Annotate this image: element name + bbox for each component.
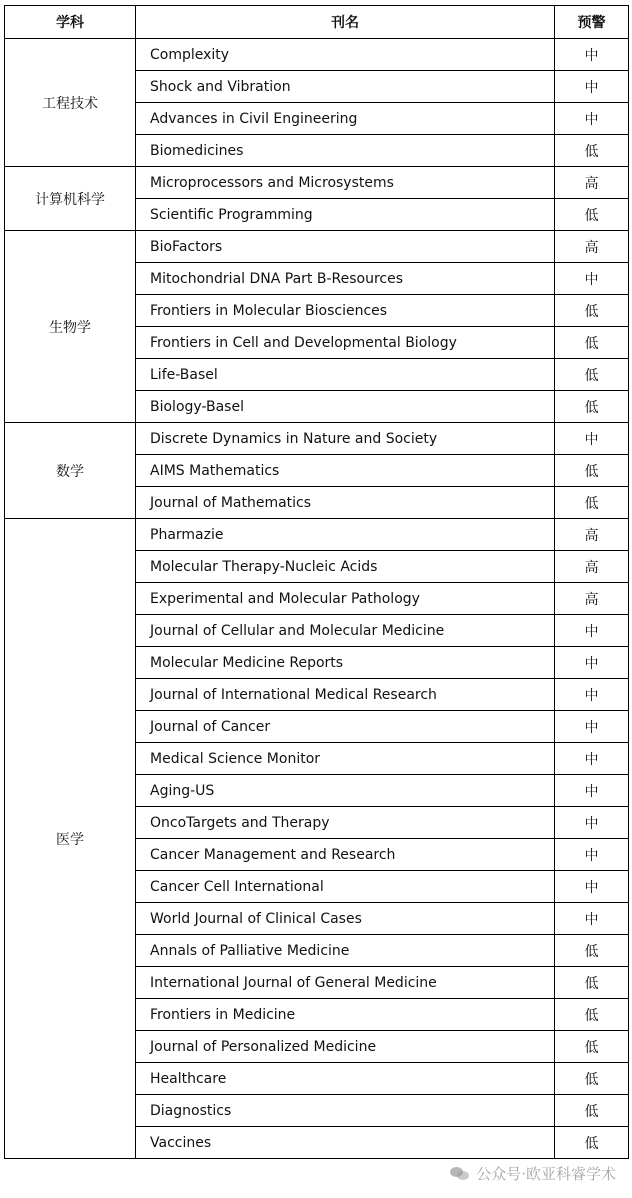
table-row — [5, 167, 629, 199]
journal-name-cell: Journal of International Medical Research — [136, 679, 555, 711]
journal-name-cell: Healthcare — [136, 1063, 555, 1095]
table-row — [5, 519, 629, 551]
journal-name-cell: Molecular Therapy-Nucleic Acids — [136, 551, 555, 583]
warning-level-cell: 低 — [555, 199, 629, 231]
warning-level-cell: 低 — [555, 999, 629, 1031]
journal-name-cell: Cancer Cell International — [136, 871, 555, 903]
warning-level-cell: 高 — [555, 167, 629, 199]
watermark — [450, 1163, 616, 1184]
header-row — [5, 6, 629, 39]
journal-name-cell: Shock and Vibration — [136, 71, 555, 103]
journal-name-cell: Journal of Cancer — [136, 711, 555, 743]
warning-level-cell: 低 — [555, 487, 629, 519]
journal-name-cell: Biomedicines — [136, 135, 555, 167]
warning-level-cell: 中 — [555, 679, 629, 711]
journal-name-cell: Annals of Palliative Medicine — [136, 935, 555, 967]
warning-level-cell: 低 — [555, 1031, 629, 1063]
warning-level-cell: 中 — [555, 103, 629, 135]
header-warning: 预警 — [555, 6, 629, 39]
warning-level-cell: 中 — [555, 743, 629, 775]
journal-name-cell: Life-Basel — [136, 359, 555, 391]
table-row — [5, 39, 629, 71]
journal-name-cell: Frontiers in Medicine — [136, 999, 555, 1031]
warning-level-cell: 低 — [555, 135, 629, 167]
watermark-text: 公众号·欧亚科睿学术 — [476, 1165, 616, 1183]
warning-level-cell: 低 — [555, 391, 629, 423]
journal-name-cell: Frontiers in Molecular Biosciences — [136, 295, 555, 327]
journal-name-cell: Aging-US — [136, 775, 555, 807]
subject-cell: 工程技术 — [5, 39, 136, 167]
warning-level-cell: 高 — [555, 583, 629, 615]
subject-cell: 生物学 — [5, 231, 136, 423]
warning-level-cell: 中 — [555, 903, 629, 935]
table-row — [5, 231, 629, 263]
warning-level-cell: 中 — [555, 711, 629, 743]
journal-name-cell: AIMS Mathematics — [136, 455, 555, 487]
journal-name-cell: International Journal of General Medicine — [136, 967, 555, 999]
journal-name-cell: Pharmazie — [136, 519, 555, 551]
warning-level-cell: 低 — [555, 967, 629, 999]
subject-cell: 数学 — [5, 423, 136, 519]
journal-name-cell: Journal of Mathematics — [136, 487, 555, 519]
warning-level-cell: 中 — [555, 871, 629, 903]
journal-name-cell: Biology-Basel — [136, 391, 555, 423]
warning-level-cell: 高 — [555, 551, 629, 583]
journal-name-cell: Microprocessors and Microsystems — [136, 167, 555, 199]
subject-cell: 计算机科学 — [5, 167, 136, 231]
warning-level-cell: 中 — [555, 807, 629, 839]
warning-level-cell: 中 — [555, 39, 629, 71]
warning-level-cell: 低 — [555, 1095, 629, 1127]
warning-level-cell: 中 — [555, 71, 629, 103]
journal-name-cell: Diagnostics — [136, 1095, 555, 1127]
warning-level-cell: 低 — [555, 359, 629, 391]
warning-level-cell: 中 — [555, 263, 629, 295]
warning-level-cell: 低 — [555, 327, 629, 359]
warning-level-cell: 低 — [555, 935, 629, 967]
warning-level-cell: 高 — [555, 519, 629, 551]
warning-level-cell: 低 — [555, 295, 629, 327]
journal-name-cell: Vaccines — [136, 1127, 555, 1159]
journal-name-cell: BioFactors — [136, 231, 555, 263]
journal-name-cell: Scientific Programming — [136, 199, 555, 231]
warning-level-cell: 中 — [555, 775, 629, 807]
table-row — [5, 423, 629, 455]
journal-name-cell: Molecular Medicine Reports — [136, 647, 555, 679]
journal-name-cell: World Journal of Clinical Cases — [136, 903, 555, 935]
journal-name-cell: Frontiers in Cell and Developmental Biology — [136, 327, 555, 359]
wechat-icon — [450, 1166, 470, 1182]
journal-name-cell: Discrete Dynamics in Nature and Society — [136, 423, 555, 455]
warning-level-cell: 低 — [555, 1127, 629, 1159]
journal-warning-table — [4, 5, 629, 1159]
warning-level-cell: 中 — [555, 615, 629, 647]
journal-name-cell: Cancer Management and Research — [136, 839, 555, 871]
warning-level-cell: 低 — [555, 455, 629, 487]
header-journal: 刊名 — [136, 6, 555, 39]
warning-level-cell: 中 — [555, 647, 629, 679]
warning-level-cell: 高 — [555, 231, 629, 263]
warning-level-cell: 中 — [555, 839, 629, 871]
journal-name-cell: Journal of Cellular and Molecular Medicine — [136, 615, 555, 647]
journal-name-cell: Experimental and Molecular Pathology — [136, 583, 555, 615]
journal-name-cell: Journal of Personalized Medicine — [136, 1031, 555, 1063]
journal-name-cell: Medical Science Monitor — [136, 743, 555, 775]
warning-level-cell: 低 — [555, 1063, 629, 1095]
journal-name-cell: OncoTargets and Therapy — [136, 807, 555, 839]
header-subject: 学科 — [5, 6, 136, 39]
journal-name-cell: Mitochondrial DNA Part B-Resources — [136, 263, 555, 295]
table-body — [5, 39, 629, 1159]
journal-name-cell: Advances in Civil Engineering — [136, 103, 555, 135]
journal-name-cell: Complexity — [136, 39, 555, 71]
warning-level-cell: 中 — [555, 423, 629, 455]
subject-cell: 医学 — [5, 519, 136, 1159]
